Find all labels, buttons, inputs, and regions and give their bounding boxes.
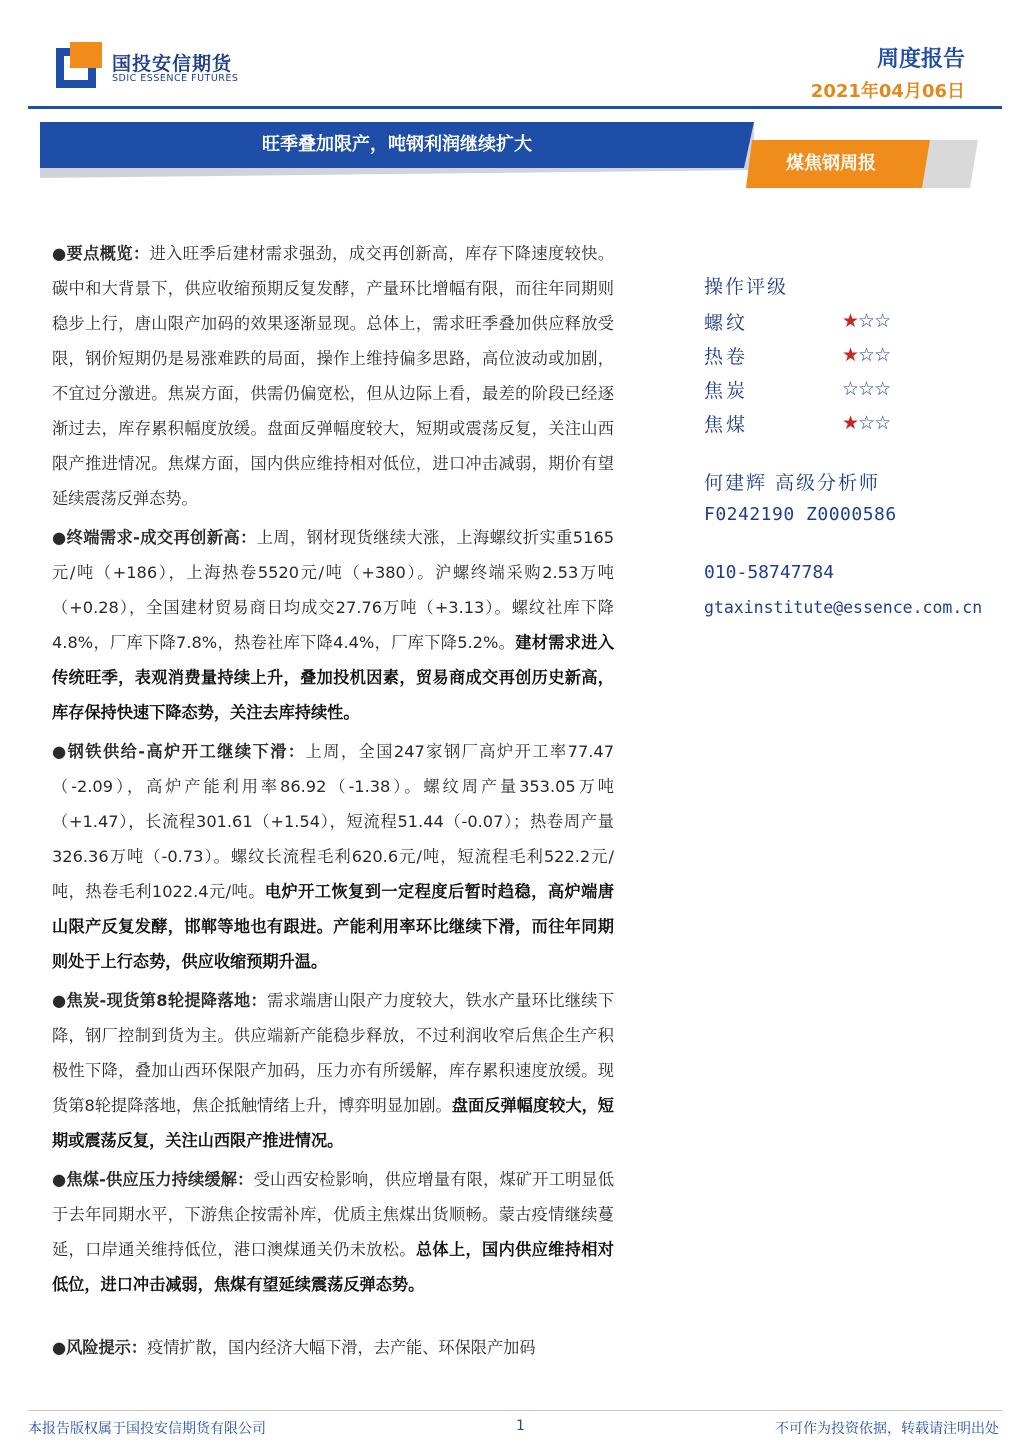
star-empty-icon: ☆☆ bbox=[858, 412, 891, 434]
rating-stars bbox=[842, 310, 890, 332]
demand-paragraph bbox=[52, 520, 614, 730]
rating-stars bbox=[842, 412, 890, 434]
page-number: 1 bbox=[516, 1418, 525, 1434]
star-empty-icon: ☆☆ bbox=[858, 344, 891, 366]
coking-coal-heading: ●焦煤-供应压力持续缓解： bbox=[52, 1170, 254, 1189]
star-empty-icon: ☆☆☆ bbox=[842, 378, 891, 400]
rating-row-rebar bbox=[704, 308, 934, 338]
rating-row-hot-coil bbox=[704, 342, 934, 372]
rating-row-coke bbox=[704, 376, 934, 406]
rating-name: 热卷 bbox=[704, 346, 749, 368]
risk-paragraph bbox=[52, 1330, 632, 1365]
analyst-license: F0242190 Z0000586 bbox=[704, 504, 897, 525]
supply-paragraph bbox=[52, 734, 614, 979]
rating-stars bbox=[842, 344, 890, 366]
rating-name: 螺纹 bbox=[704, 312, 749, 334]
report-title: 旺季叠加限产，吨钢利润继续扩大 bbox=[262, 134, 532, 155]
supply-heading: ●钢铁供给-高炉开工继续下滑： bbox=[52, 742, 306, 761]
coke-paragraph bbox=[52, 983, 614, 1158]
demand-text: 上周，钢材现货继续大涨，上海螺纹折实重5165元/吨（+186），上海热卷5520元/吨（+380）。沪螺终端采购2.53万吨（+0.28），全国建材贸易商日均成交27.76万吨（+3.13）。螺纹社库下降4.8%，厂库下降7.8%，热卷社库下降4.4%，厂库下降5.2%。 bbox=[52, 528, 614, 652]
risk-text: 疫情扩散，国内经济大幅下滑，去产能、环保限产加码 bbox=[147, 1338, 536, 1357]
report-type: 周度报告 bbox=[876, 47, 965, 72]
coke-conclusion: 盘面反弹幅度较大，短期或震荡反复，关注山西限产推进情况。 bbox=[52, 1096, 614, 1150]
demand-heading: ●终端需求-成交再创新高： bbox=[52, 528, 257, 547]
star-filled-icon: ★ bbox=[842, 412, 859, 434]
coking-coal-paragraph bbox=[52, 1162, 614, 1302]
coke-text: 需求端唐山限产力度较大，铁水产量环比继续下降，钢厂控制到货为主。供应端新产能稳步释放，不过利润收窄后焦企生产积极性下降，叠加山西环保限产加码，压力亦有所缓解，库存累积速度放缓。现货第8轮提降落地，焦企抵触情绪上升，博弈明显加剧。 bbox=[52, 991, 615, 1115]
footer-disclaimer: 不可作为投资依据，转载请注明出处 bbox=[775, 1421, 999, 1437]
star-filled-icon: ★ bbox=[842, 310, 859, 332]
analyst-name: 何建辉 高级分析师 bbox=[704, 472, 881, 494]
supply-conclusion: 电炉开工恢复到一定程度后暂时趋稳，高炉端唐山限产反复发酵，邯郸等地也有跟进。产能利用率环比继续下滑，而往年同期则处于上行态势，供应收缩预期升温。 bbox=[52, 882, 615, 971]
report-series-tag: 煤焦钢周报 bbox=[786, 153, 876, 174]
summary-paragraph bbox=[52, 236, 614, 516]
rating-name: 焦炭 bbox=[704, 380, 749, 402]
rating-stars bbox=[842, 378, 890, 400]
coking-coal-conclusion: 总体上，国内供应维持相对低位，进口冲击减弱，焦煤有望延续震荡反弹态势。 bbox=[52, 1240, 614, 1294]
supply-text: 上周，全国247家钢厂高炉开工率77.47（-2.09），高炉产能利用率86.92（-1.38）。螺纹周产量353.05万吨（+1.47），长流程301.61（+1.54），短流程51.44（-0.07）；热卷周产量326.36万吨（-0.73）。螺纹长流程毛利620.6元/吨，短流程毛利522.2元/吨，热卷毛利1022.4元/吨。 bbox=[52, 742, 614, 901]
star-empty-icon: ☆☆ bbox=[858, 310, 891, 332]
coking-coal-text: 受山西安检影响，供应增量有限，煤矿开工明显低于去年同期水平，下游焦企按需补库，优质主焦煤出货顺畅。蒙古疫情继续蔓延，口岸通关维持低位，港口澳煤通关仍未放松。 bbox=[52, 1170, 615, 1259]
risk-heading: ●风险提示： bbox=[52, 1338, 148, 1357]
star-filled-icon: ★ bbox=[842, 344, 859, 366]
rating-name: 焦煤 bbox=[704, 414, 749, 436]
summary-heading: ●要点概览： bbox=[52, 244, 150, 263]
demand-conclusion: 建材需求进入传统旺季，表观消费量持续上升，叠加投机因素，贸易商成交再创历史新高，库存保持快速下降态势，关注去库持续性。 bbox=[52, 633, 615, 722]
report-date: 2021年04月06日 bbox=[810, 81, 965, 102]
coke-heading: ●焦炭-现货第8轮提降落地： bbox=[52, 991, 268, 1010]
header-divider bbox=[28, 106, 1002, 109]
contact-phone: 010-58747784 bbox=[704, 562, 835, 583]
main-content bbox=[52, 236, 614, 1306]
company-name-en: SDIC ESSENCE FUTURES bbox=[112, 73, 239, 84]
rating-row-coking-coal bbox=[704, 410, 934, 440]
footer-divider bbox=[28, 1410, 1002, 1411]
rating-title: 操作评级 bbox=[704, 276, 789, 298]
company-logo-icon bbox=[56, 42, 102, 88]
company-name-cn: 国投安信期货 bbox=[112, 53, 233, 75]
contact-email[interactable]: gtaxinstitute@essence.com.cn bbox=[704, 598, 983, 617]
footer-copyright: 本报告版权属于国投安信期货有限公司 bbox=[28, 1421, 266, 1437]
summary-text: 进入旺季后建材需求强劲，成交再创新高，库存下降速度较快。碳中和大背景下，供应收缩预期反复发酵，产量环比增幅有限，而往年同期则稳步上行，唐山限产加码的效果逐渐显现。总体上，需求旺季叠加供应释放受限，钢价短期仍是易涨难跌的局面，操作上维持偏多思路，高位波动或加剧，不宜过分激进。焦炭方面，供需仍偏宽松，但从边际上看，最差的阶段已经逐渐过去，库存累积幅度放缓。盘面反弹幅度较大，短期或震荡反复，关注山西限产推进情况。焦煤方面，国内供应维持相对低位，进口冲击减弱，期价有望延续震荡反弹态势。 bbox=[52, 244, 615, 508]
